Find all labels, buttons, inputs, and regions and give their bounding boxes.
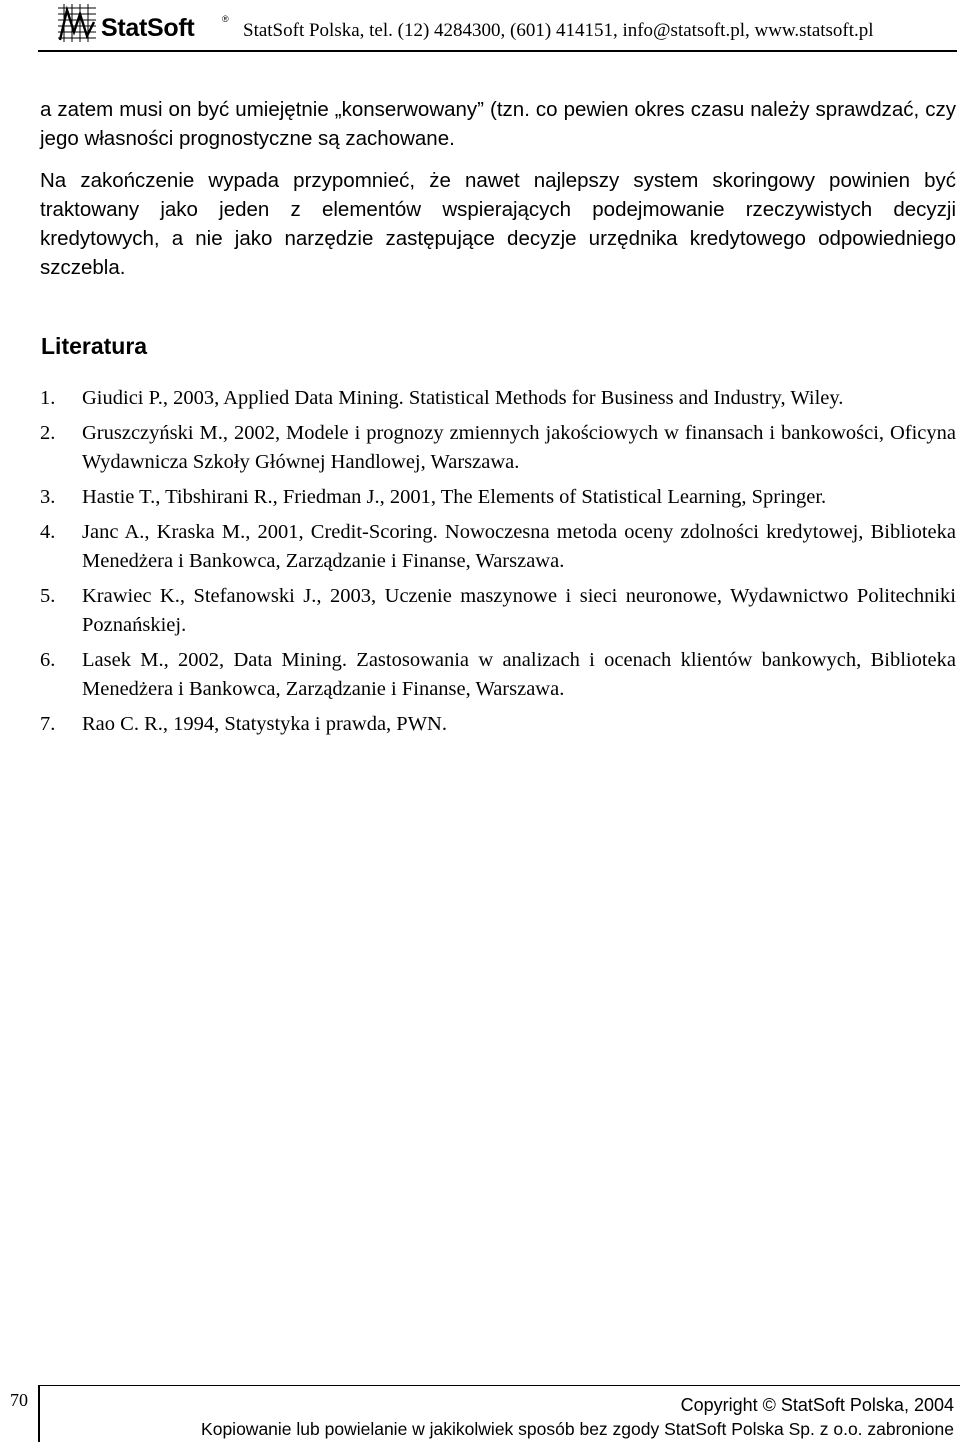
literature-heading: Literatura — [41, 333, 148, 359]
reference-text: Hastie T., Tibshirani R., Friedman J., 2001, The Elements of Statistical Learning, Springer. — [82, 486, 827, 508]
header-contact: StatSoft Polska, tel. (12) 4284300, (601) 414151, info@statsoft.pl, www.statsoft.pl — [243, 20, 874, 41]
reference-text: Rao C. R., 1994, Statystyka i prawda, PWN. — [82, 713, 447, 735]
page-number: 70 — [10, 1390, 28, 1410]
reference-number: 5. — [40, 585, 56, 607]
statsoft-logo-icon — [56, 2, 98, 44]
reference-number: 1. — [40, 387, 56, 409]
paragraph-continuation: a zatem musi on być umiejętnie „konserwowany” (tzn. co pewien okres czasu należy sprawdzać, czy jego własności prognostyczne są zachowane. — [40, 98, 956, 150]
reference-item — [40, 518, 956, 576]
paragraph-conclusion: Na zakończenie wypada przypomnieć, że nawet najlepszy system skoringowy powinien być traktowany jako jeden z elementów wspierających podejmowanie rzeczywistych decyzji kredytowych, a nie jako narzędzie zastępujące decyzje urzędnika kredytowego odpowiedniego szczebla. — [40, 169, 956, 279]
reference-text: Giudici P., 2003, Applied Data Mining. Statistical Methods for Business and Industry, Wiley. — [82, 387, 844, 409]
reference-item — [40, 384, 956, 413]
header-divider — [38, 50, 957, 52]
reference-text: Lasek M., 2002, Data Mining. Zastosowania w analizach i ocenach klientów bankowych, Biblioteka Menedżera i Bankowca, Zarządzanie i Finanse, Warszawa. — [82, 649, 956, 700]
registered-mark: ® — [222, 14, 229, 24]
reference-number: 6. — [40, 649, 56, 671]
reference-number: 4. — [40, 521, 56, 543]
reference-list — [40, 384, 956, 745]
page-number-divider — [38, 1385, 40, 1442]
reference-number: 3. — [40, 486, 56, 508]
copyright-notice: Copyright © StatSoft Polska, 2004 — [680, 1395, 954, 1415]
page-header — [0, 0, 960, 52]
reference-number: 2. — [40, 422, 56, 444]
reference-item — [40, 710, 956, 739]
footer-divider — [38, 1385, 960, 1386]
reference-item — [40, 646, 956, 704]
reference-item — [40, 582, 956, 640]
reference-number: 7. — [40, 713, 56, 735]
reference-item — [40, 419, 956, 477]
reference-text: Gruszczyński M., 2002, Modele i prognozy zmiennych jakościowych w finansach i bankowości, Oficyna Wydawnicza Szkoły Głównej Handlowej, Warszawa. — [82, 422, 956, 473]
reference-text: Janc A., Kraska M., 2001, Credit-Scoring. Nowoczesna metoda oceny zdolności kredytowej, Biblioteka Menedżera i Bankowca, Zarządzanie i Finanse, Warszawa. — [82, 521, 956, 572]
copying-notice: Kopiowanie lub powielanie w jakikolwiek sposób bez zgody StatSoft Polska Sp. z o.o. zabronione — [201, 1419, 954, 1439]
logo-text: StatSoft — [101, 14, 195, 42]
reference-text: Krawiec K., Stefanowski J., 2003, Uczenie maszynowe i sieci neuronowe, Wydawnictwo Politechniki Poznańskiej. — [82, 585, 956, 636]
reference-item — [40, 483, 956, 512]
